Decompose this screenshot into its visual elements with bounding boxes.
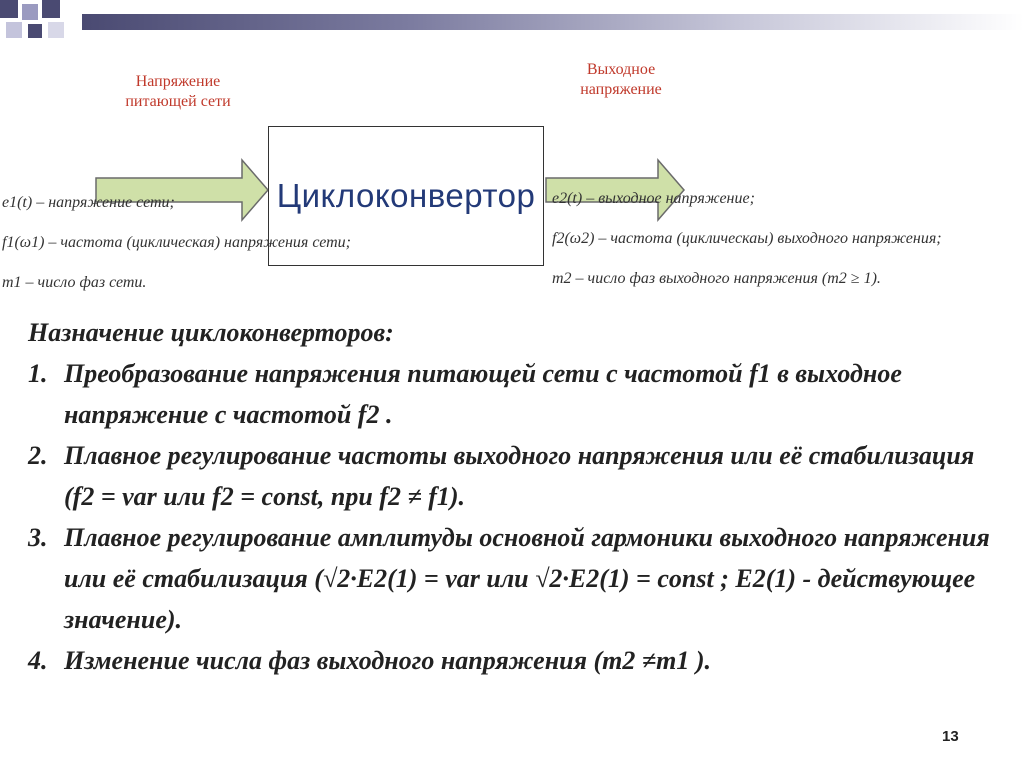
list-item-text: Плавное регулирование частоты выходного напряжения или её стабилизация (f2 = var или f2 = const, при f2 ≠ f1).: [64, 441, 975, 511]
input-param-voltage: e1(t) – напряжение сети;: [2, 194, 175, 211]
list-item: [28, 640, 998, 681]
section-heading: Назначение циклоконверторов:: [28, 318, 394, 347]
decor-square: [48, 22, 64, 38]
output-param-frequency: f2(ω2) – частота (циклическаы) выходного напряжения;: [552, 230, 942, 247]
list-item-text: Изменение числа фаз выходного напряжения (m2 ≠m1 ).: [64, 646, 712, 675]
decor-square: [42, 0, 60, 18]
input-param-phases: m1 – число фаз сети.: [2, 274, 147, 291]
list-item-text: Плавное регулирование амплитуды основной гармоники выходного напряжения или её стабилизация (√2·E2(1) = var или √2·E2(1) = const ; E2(1) - действующее значение).: [64, 523, 990, 634]
list-item-number: 2.: [28, 441, 48, 470]
input-param-frequency: f1(ω1) – частота (циклическая) напряжения сети;: [2, 234, 351, 251]
output-param-phases: m2 – число фаз выходного напряжения (m2 ≥ 1).: [552, 270, 881, 287]
block-label: Циклоконвертор: [276, 177, 536, 214]
purpose-section: [28, 312, 998, 681]
header-decoration: [0, 0, 1024, 44]
list-item-text: Преобразование напряжения питающей сети с частотой f1 в выходное напряжение с частотой f2 .: [64, 359, 902, 429]
decor-square: [22, 4, 38, 20]
list-item-number: 3.: [28, 523, 48, 552]
input-arrow-label: Напряжение питающей сети: [125, 73, 231, 110]
page-number: 13: [942, 728, 959, 745]
decor-square: [0, 0, 18, 18]
block-diagram: [0, 56, 1024, 306]
decor-square: [6, 22, 22, 38]
list-item: [28, 353, 998, 435]
header-gradient-line: [82, 14, 1024, 30]
output-arrow-label: Выходное напряжение: [580, 61, 662, 98]
list-item: [28, 435, 998, 517]
list-item: [28, 517, 998, 640]
output-param-voltage: e2(t) – выходное напряжение;: [552, 190, 755, 207]
decor-square: [28, 24, 42, 38]
purpose-list: [28, 353, 998, 681]
list-item-number: 1.: [28, 359, 48, 388]
list-item-number: 4.: [28, 646, 48, 675]
